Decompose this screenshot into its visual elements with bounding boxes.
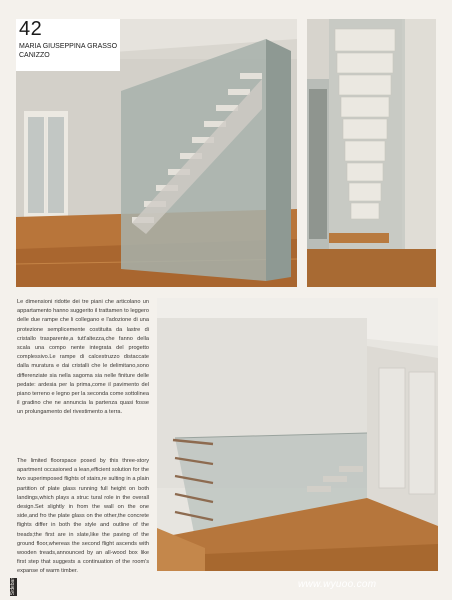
- page-number: 42: [19, 18, 43, 40]
- english-body-text: The limited floorspace posed by this three-story apartment occasioned a lean,efficient solution for the two superimposed flights of stairs,re sulting in a plain partition of plate glass running full height on both landings,which plays a struc tural role in the overall design.Set slightly in from the wall on the one side,and fro the plate glass on the other,the concrete flights differ in both the style and outline of the treads;the first are in slate,like the paving of the ground floor,whereas the second flight ascends with wooden treads,announced by an all-wood box like first step that suggests a continuation of the room's expanse of warm timber.: [17, 458, 149, 575]
- watermark-text: www.wyuoo.com: [298, 579, 377, 590]
- side-section-label: Sidebar: [10, 578, 16, 596]
- stair-underside-view-photo: [307, 19, 436, 287]
- upper-floor-glass-railing-photo: [157, 298, 438, 571]
- author-name: MARIA GIUSEPPINA GRASSO CANIZZO: [19, 43, 118, 59]
- italian-body-text: Le dimensioni ridotte dei tre piani che articolano un appartamento hanno suggerito il trattamen to leggero delle due rampe che li collegano e l'adozione di una protezione semplicemente costituita da lastre di cristallo trasparente,a tutt'altezza,che fanno della scala una compo nente integrata del progetto complessivo.Le rampe di calcestruzzo distaccate dalla muratura e dai cristalli che le delimitano,sono differenziate sia nella sagoma sia nelle finiture delle pedate: ardesia per la prima,come il pavimento del piano terreno e legno per la seconda come sottolinea il gradino che ne annuncia la partenza quasi fosse un prolungamento del rivestimento a terra.: [17, 299, 149, 416]
- side-section-mark: [10, 578, 17, 596]
